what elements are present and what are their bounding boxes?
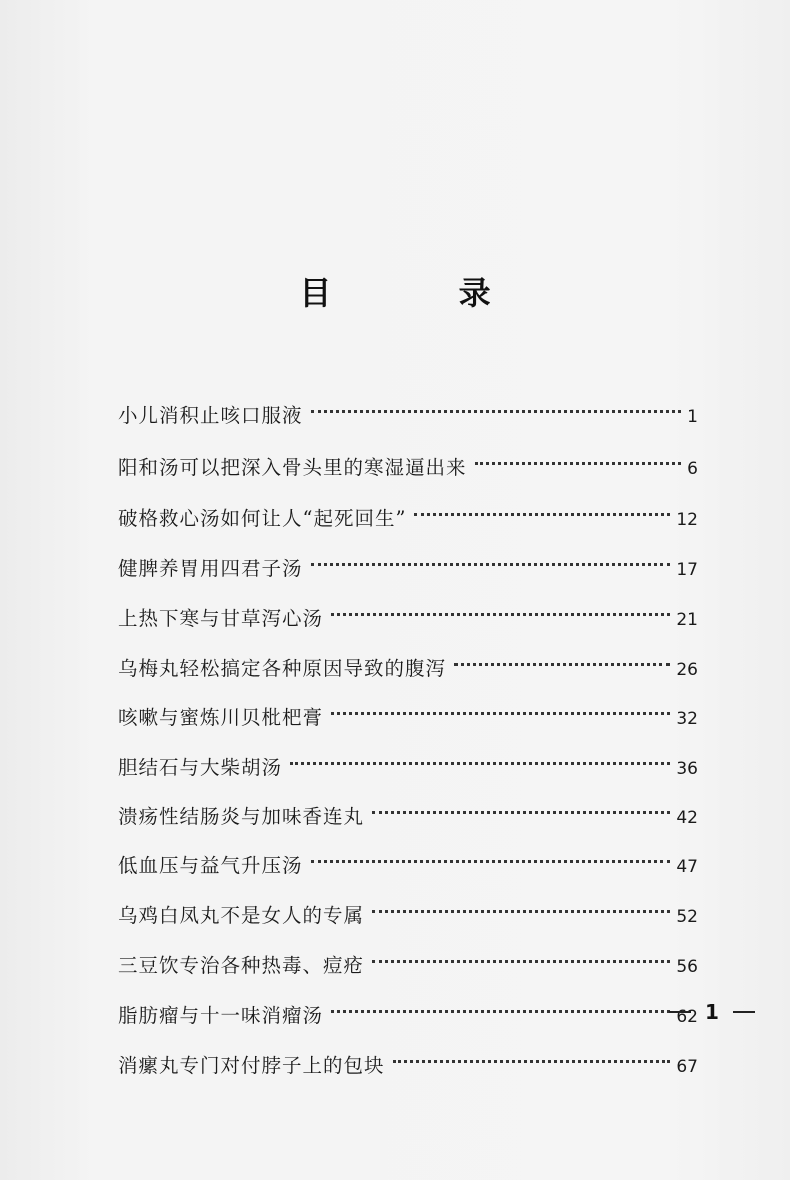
- toc-entry-title: 健脾养胃用四君子汤: [118, 557, 303, 580]
- toc-entry-page: 26: [676, 660, 698, 680]
- toc-entry-title: 低血压与益气升压汤: [118, 854, 303, 877]
- toc-entry-page: 36: [676, 759, 698, 779]
- toc-entry: [118, 442, 698, 479]
- toc-entry: [118, 742, 698, 779]
- toc-dot-leader: [311, 543, 671, 575]
- toc-entry-title: 乌梅丸轻松搞定各种原因导致的腹泻: [118, 657, 447, 680]
- toc-dot-leader: [372, 791, 670, 823]
- toc-entry: [118, 493, 698, 530]
- footer-dash-right: [733, 1011, 755, 1013]
- footer-dash-left: [669, 1011, 691, 1013]
- toc-entry-page: 12: [676, 510, 698, 530]
- toc-dot-leader: [331, 990, 670, 1022]
- toc-entry-page: 32: [676, 709, 698, 729]
- toc-entry-title: 阳和汤可以把深入骨头里的寒湿逼出来: [118, 456, 467, 479]
- toc-entry-page: 47: [676, 857, 698, 877]
- toc-entry-title: 三豆饮专治各种热毒、痘疮: [118, 954, 365, 977]
- toc-entry: [118, 543, 698, 580]
- toc-dot-leader: [454, 643, 670, 675]
- toc-entry: [118, 593, 698, 630]
- toc-dot-leader: [331, 593, 670, 625]
- toc-entry-title: 小儿消积止咳口服液: [118, 404, 303, 427]
- toc-entry: [118, 940, 698, 977]
- toc-entry-title: 咳嗽与蜜炼川贝枇杷膏: [118, 706, 324, 729]
- toc-entry-page: 17: [676, 560, 698, 580]
- footer-page-number: 1: [705, 1000, 719, 1024]
- toc-entry: [118, 791, 698, 828]
- toc-entry: [118, 840, 698, 877]
- toc-entry-page: 67: [676, 1057, 698, 1077]
- toc-entry-page: 52: [676, 907, 698, 927]
- toc-entry-title: 脂肪瘤与十一味消瘤汤: [118, 1004, 324, 1027]
- toc-entry-title: 胆结石与大柴胡汤: [118, 756, 283, 779]
- toc-entry-title: 消瘰丸专门对付脖子上的包块: [118, 1054, 385, 1077]
- toc-dot-leader: [290, 742, 670, 774]
- toc-dot-leader: [372, 940, 670, 972]
- toc-dot-leader: [372, 890, 670, 922]
- toc-entry-title: 破格救心汤如何让人“起死回生”: [118, 507, 407, 530]
- toc-dot-leader: [393, 1040, 671, 1072]
- toc-dot-leader: [311, 390, 682, 422]
- toc-entry: [118, 390, 698, 427]
- toc-entry: [118, 643, 698, 680]
- toc-entry-page: 62: [676, 1007, 698, 1027]
- toc-dot-leader: [414, 493, 670, 525]
- toc-entry: [118, 692, 698, 729]
- toc-entry-title: 溃疡性结肠炎与加味香连丸: [118, 805, 365, 828]
- toc-dot-leader: [331, 692, 670, 724]
- toc-dot-leader: [311, 840, 671, 872]
- toc-entry-title: 上热下寒与甘草泻心汤: [118, 607, 324, 630]
- toc-entry-page: 6: [687, 459, 698, 479]
- toc-entry-title: 乌鸡白凤丸不是女人的专属: [118, 904, 365, 927]
- toc-entry-page: 21: [676, 610, 698, 630]
- page-title: 目 录: [299, 274, 549, 312]
- toc-entry-page: 42: [676, 808, 698, 828]
- toc-entry-page: 1: [687, 407, 698, 427]
- toc-entry-page: 56: [676, 957, 698, 977]
- toc-entry: [118, 890, 698, 927]
- toc-entry: [118, 990, 698, 1027]
- page-number-footer: [655, 1000, 769, 1024]
- toc-dot-leader: [475, 442, 682, 474]
- toc-entry: [118, 1040, 698, 1077]
